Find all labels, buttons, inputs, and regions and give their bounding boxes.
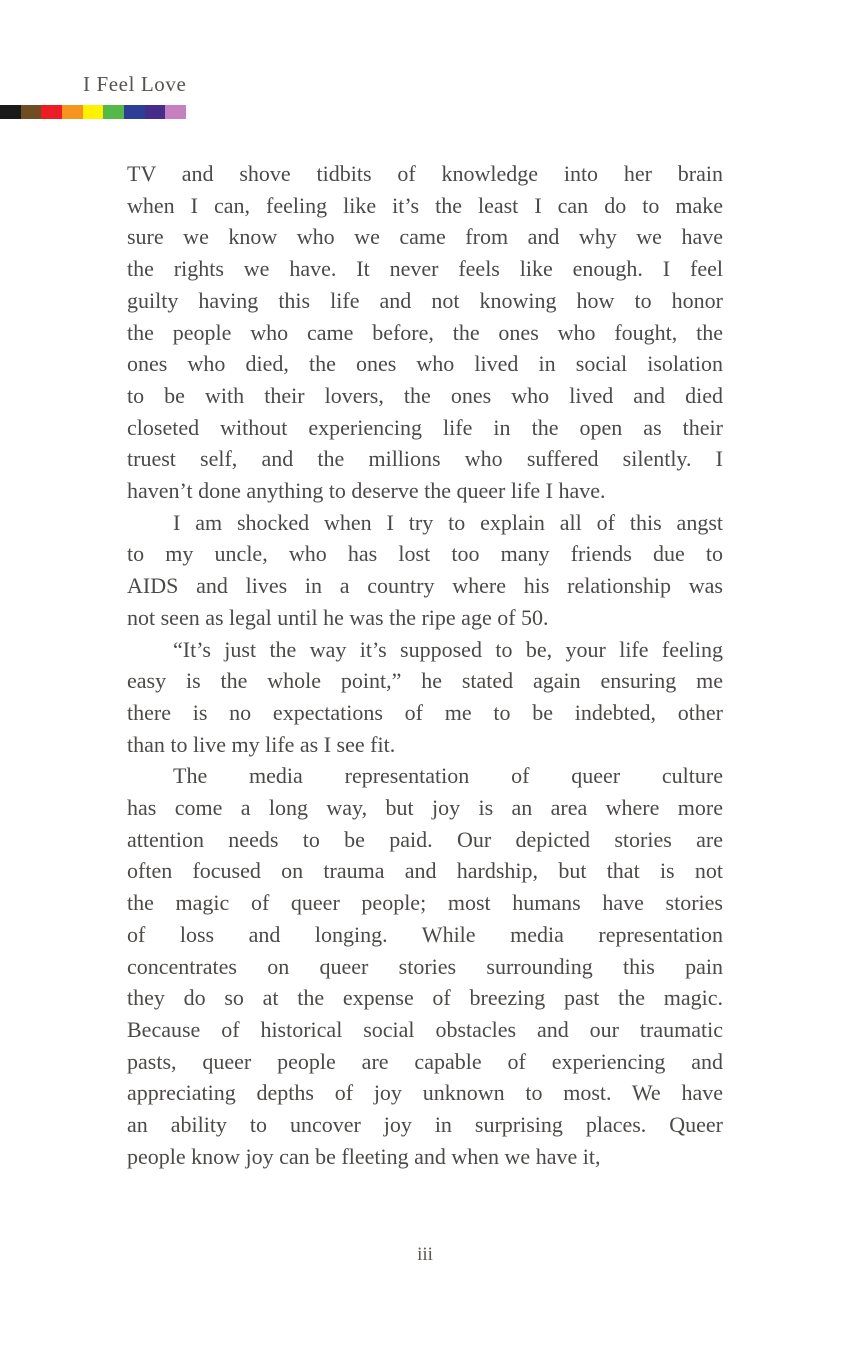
text-line: pasts, queer people are capable of experiencing and (127, 1048, 723, 1074)
body-text-block (127, 158, 723, 1173)
text-line: of loss and longing. While media representation (127, 921, 723, 947)
text-line: often focused on trauma and hardship, but that is not (127, 858, 723, 884)
text-line: sure we know who we came from and why we have (127, 224, 723, 250)
pride-flag-stripe (0, 105, 186, 119)
text-line: concentrates on queer stories surrounding this pain (127, 953, 723, 979)
text-line: has come a long way, but joy is an area where more (127, 795, 723, 821)
paragraph (127, 760, 723, 1172)
pride-stripe-segment (41, 105, 62, 119)
text-line: easy is the whole point,” he stated again ensuring me (127, 668, 723, 694)
pride-stripe-segment (21, 105, 42, 119)
text-line: to my uncle, who has lost too many friends due to (127, 541, 723, 567)
text-line: not seen as legal until he was the ripe age of 50. (127, 604, 549, 630)
pride-stripe-segment (103, 105, 124, 119)
text-line: haven’t done anything to deserve the queer life I have. (127, 478, 606, 504)
pride-stripe-segment (145, 105, 166, 119)
paragraph (127, 634, 723, 761)
pride-stripe-segment (62, 105, 83, 119)
text-line: ones who died, the ones who lived in social isolation (127, 351, 723, 377)
page-number: iii (417, 1244, 433, 1265)
paragraph (127, 158, 723, 507)
text-line: AIDS and lives in a country where his relationship was (127, 573, 723, 599)
text-line: when I can, feeling like it’s the least I can do to make (127, 192, 723, 218)
text-line: the rights we have. It never feels like enough. I feel (127, 256, 723, 282)
pride-stripe-segment (0, 105, 21, 119)
text-line: guilty having this life and not knowing how to honor (127, 287, 723, 313)
text-line: the people who came before, the ones who fought, the (127, 319, 723, 345)
text-line: “It’s just the way it’s supposed to be, your life feeling (173, 636, 723, 662)
text-line: TV and shove tidbits of knowledge into her brain (127, 161, 723, 186)
text-line: people know joy can be fleeting and when we have it, (127, 1143, 601, 1169)
text-line: they do so at the expense of breezing past the magic. (127, 985, 723, 1011)
pride-stripe-segment (124, 105, 145, 119)
text-line: there is no expectations of me to be indebted, other (127, 699, 723, 725)
pride-stripe-segment (165, 105, 186, 119)
text-line: Because of historical social obstacles and our traumatic (127, 1016, 723, 1042)
text-line: appreciating depths of joy unknown to most. We have (127, 1080, 723, 1106)
text-line: to be with their lovers, the ones who lived and died (127, 382, 723, 408)
text-line: than to live my life as I see fit. (127, 731, 396, 757)
text-line: truest self, and the millions who suffered silently. I (127, 446, 723, 472)
text-line: the magic of queer people; most humans have stories (127, 890, 723, 916)
text-line: The media representation of queer culture (173, 763, 723, 789)
paragraph (127, 507, 723, 634)
pride-stripe-segment (83, 105, 104, 119)
text-line: an ability to uncover joy in surprising places. Queer (127, 1112, 723, 1138)
text-line: I am shocked when I try to explain all of this angst (173, 509, 723, 535)
text-line: attention needs to be paid. Our depicted stories are (127, 826, 723, 852)
running-header-title: I Feel Love (83, 72, 187, 96)
text-line: closeted without experiencing life in the open as their (127, 414, 723, 440)
